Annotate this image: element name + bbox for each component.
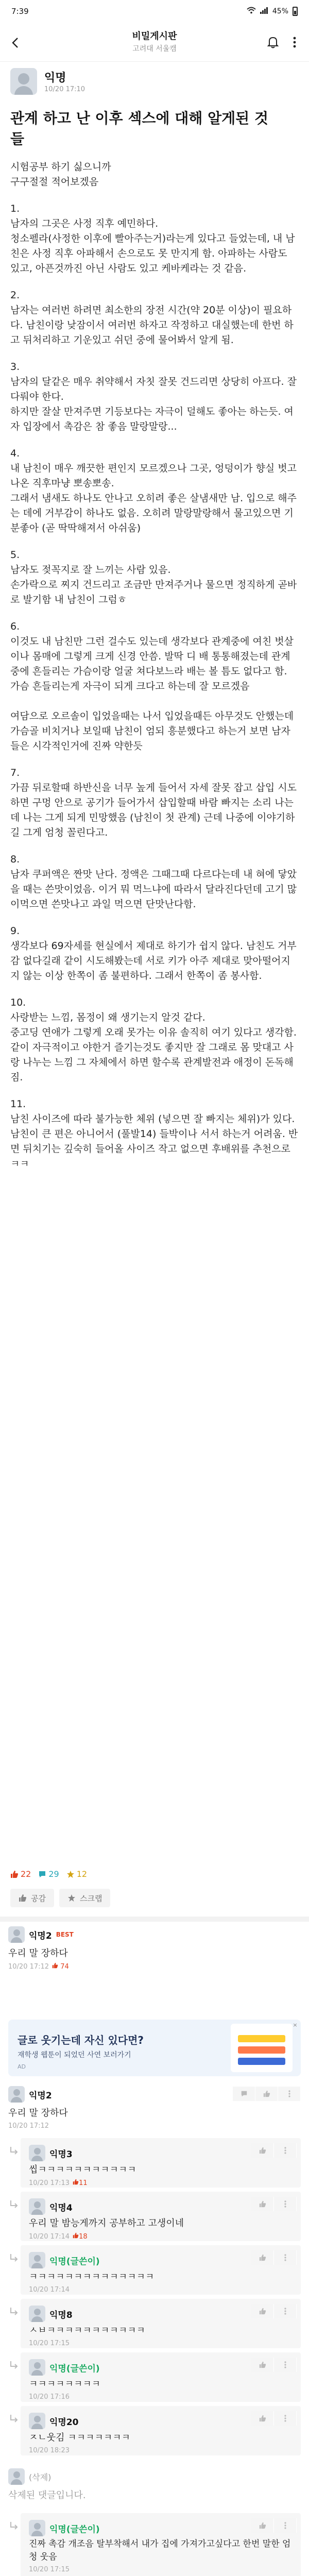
reply-arrow-icon	[9, 2307, 19, 2316]
paragraph-number: 7.	[10, 767, 20, 778]
comment-text: 우리 말 밤능게까지 공부하고 고생이네	[29, 2218, 184, 2229]
more-button[interactable]	[286, 34, 303, 50]
comment-text: ㅋㅋㅋㅋㅋㅋㅋㅋ	[29, 2379, 101, 2389]
comment-like-count: 18	[73, 2232, 88, 2241]
comment-like-button[interactable]	[251, 2358, 274, 2372]
comment-author: 익명3	[49, 2149, 73, 2160]
bell-icon	[267, 36, 279, 48]
more-vertical-icon	[284, 2200, 286, 2208]
comment-like-count: 11	[73, 2179, 88, 2187]
more-vertical-icon	[284, 2361, 286, 2368]
comment-more-button[interactable]	[274, 2197, 297, 2211]
star-icon	[67, 1894, 76, 1902]
reply-arrow-icon	[9, 2146, 19, 2156]
comment-text: 우리 말 장하다	[8, 2108, 68, 2119]
reply-item	[21, 2406, 301, 2455]
status-time: 7:39	[11, 7, 29, 16]
more-vertical-icon	[284, 2308, 286, 2315]
board-title: 비밀게시판	[132, 31, 177, 42]
thumbs-up-icon	[259, 2147, 266, 2154]
paragraph-number: 6.	[10, 621, 20, 632]
paragraph-text: 남친 사이즈에 따라 불가능한 체위 (넣으면 잘 빠지는 체위)가 있다. 남친이 큰 편은 아니어서 (풀발14) 들박이나 서서 하는거 어려움. 반면 뒤치기는 깊숙히 들어올 사이즈 작고 없으면 후배위를 추천으로 ㅋㅋ	[10, 1113, 298, 1170]
avatar	[29, 2145, 45, 2161]
paragraph-number: 8.	[10, 854, 20, 865]
thumbs-up-icon	[259, 2522, 266, 2529]
thumbs-up-icon	[10, 1870, 19, 1878]
reply-arrow-icon	[9, 2200, 19, 2209]
like-count: 22	[10, 1869, 31, 1879]
paragraph-text: 남자도 젖꼭지로 잘 느끼는 사람 있음. 손가락으로 찌지 건드리고 조금만 만져주거나 물으면 정직하게 곧바로 발기함 내 남친이 그럼ㅎ	[10, 564, 297, 605]
more-vertical-icon	[293, 37, 296, 48]
comment-icon	[241, 2090, 248, 2097]
more-vertical-icon	[284, 2147, 286, 2154]
reply-arrow-icon	[9, 2253, 19, 2263]
comment-text: ㅋㅋㅋㅋㅋㅋㅋㅋㅋㅋㅋㅋㅋㅋ	[29, 2272, 154, 2282]
avatar	[29, 2252, 45, 2268]
thumbs-up-icon	[259, 2254, 266, 2261]
battery-icon	[293, 7, 298, 16]
deleted-comment	[8, 2468, 301, 2502]
best-badge: BEST	[56, 1931, 74, 1938]
more-vertical-icon	[284, 2522, 286, 2529]
paragraph-text: 사랑받는 느낌, 몸정이 왜 생기는지 알것 같다. 중고딩 연애가 그렇게 오래 못가는 이유 솔직히 여기 있다고 생각함. 같이 자극적이고 야한거 즐기는것도 좋지만 잘 그래로 몸 맞대고 사랑 나누는 느낌 그 자체에서 하면 할수록 관계발전과 애정이 돈독해짐.	[10, 1012, 297, 1083]
reply-item	[21, 2138, 301, 2188]
comment-text: ㅅㅂㅋㅋㅋㅋㅋㅋㅋㅋㅋㅋㅋ	[29, 2325, 146, 2336]
more-vertical-icon	[288, 2090, 290, 2097]
post-title: 관계 하고 난 이후 섹스에 대해 알게된 것들	[10, 110, 269, 147]
comment-text: 우리 말 장하다	[8, 1948, 68, 1959]
top-header	[0, 23, 309, 62]
post-body	[10, 160, 299, 1183]
avatar	[29, 2520, 45, 2536]
comment-author: 익명(글쓴이)	[49, 2524, 100, 2535]
paragraph-number: 5.	[10, 549, 20, 561]
avatar	[8, 2086, 25, 2103]
paragraph-text: 생각보다 69자세를 현실에서 제대로 하기가 쉽지 않다. 남친도 거부감 없다길래 같이 시도해봤는데 서로 키가 아주 제대로 맞아떨어지지 않는 이상 한쪽이 좀 불편하다. 그래서 한쪽이 좀 봉사함.	[10, 940, 297, 981]
comment-more-button[interactable]	[274, 2358, 297, 2372]
star-icon	[66, 1870, 75, 1878]
comment-like-button[interactable]	[255, 2087, 278, 2101]
comment-time: 10/20 17:13	[29, 2179, 70, 2187]
comment-icon	[38, 1870, 46, 1878]
reply-arrow-icon	[9, 2361, 19, 2370]
paragraph-text: 남자 쿠퍼액은 짠맛 난다. 정액은 그때그때 다르다는데 내 혀에 닿았을 때는 쓴맛이었음. 이거 뭐 먹느냐에 따라서 달라진다던데 고기 많이먹으면 쓴맛나고 과일 먹으면 단맛난다함.	[10, 869, 297, 910]
reply-item	[21, 2299, 301, 2348]
comment-like-button[interactable]	[251, 2411, 274, 2426]
paragraph-text: 내 남친이 매우 깨끗한 편인지 모르겠으나 그곳, 엉덩이가 향실 벗고 나온 직후마냥 뽀송뽀송. 그래서 냄새도 하나도 안나고 오히려 좋은 살냄새만 남. 입으로 해주는 데에 거부감이 하나도 없음. 오히려 말랑말랑해서 물고있으면 기분좋아 (곧 딱딱해져서 아쉬움)	[10, 463, 297, 534]
comment-item	[8, 2086, 301, 2130]
more-vertical-icon	[284, 2254, 286, 2261]
comment-like-button[interactable]	[251, 2304, 274, 2318]
reply-button[interactable]	[233, 2087, 255, 2101]
ad-tag: AD	[18, 2063, 26, 2070]
paragraph-number: 9.	[10, 925, 20, 937]
comment-more-button[interactable]	[274, 2304, 297, 2318]
comment-author: 익명(글쓴이)	[49, 2363, 100, 2374]
comment-more-button[interactable]	[278, 2087, 301, 2101]
comment-like-button[interactable]	[251, 2197, 274, 2211]
post-intro: 시험공부 하기 싫으니까 구구절절 적어보겠음	[10, 161, 111, 188]
comment-author: 익명8	[49, 2310, 73, 2320]
comment-author: 익명2	[29, 2090, 52, 2101]
comment-time: 10/20 17:12	[8, 2122, 49, 2130]
reply-arrow-icon	[9, 2414, 19, 2424]
paragraph-number: 10.	[10, 997, 26, 1008]
comment-time: 10/20 17:14	[29, 2232, 70, 2241]
reply-item	[21, 2245, 301, 2295]
comment-time: 10/20 18:23	[29, 2447, 70, 2454]
scrap-button[interactable]: 스크랩	[59, 1889, 110, 1907]
thumbs-up-icon	[263, 2090, 270, 2097]
thumbs-up-icon	[52, 1962, 58, 1969]
paragraph-text: 가끔 뒤로할때 하반신을 너무 높게 들어서 자세 잘못 잡고 삽입 시도하면 구멍 안으로 공기가 들어가서 삽입할때 바람 빠지는 소리 나는데 나는 그게 되게 민망했음 (남친이 첫 관계) 근데 나중에 이야기하길 그게 엄청 꼴린다고.	[10, 782, 297, 838]
comment-author: 익명4	[49, 2202, 73, 2213]
scrap-count: 12	[66, 1869, 87, 1879]
paragraph-text: 남자의 달같은 매우 취약해서 자칫 잘못 건드리면 상당히 아프다. 잘 다뤄야 한다. 하지만 잘살 만져주면 기등보다는 자극이 덜해도 좋아는 하는듯. 여자 입장에서 촉감은 참 좋음 말랑말랑...	[10, 376, 297, 432]
reply-arrow-icon	[9, 2521, 19, 2531]
ad-title: 글로 웃기는데 자신 있다면?	[18, 2034, 144, 2046]
bell-button[interactable]	[265, 34, 281, 50]
comment-count: 29	[38, 1869, 59, 1879]
paragraph-text: 남자는 여러번 하려면 최소한의 장전 시간(약 20분 이상)이 필요하다. 남친이랑 낮잠이서 여러번 하자고 작정하고 대실했는데 한번 하고 뒤처리하고 기운있고 쉬던 중에 물어봐서 알게 됨.	[10, 304, 294, 346]
comment-more-button[interactable]	[274, 2518, 297, 2533]
paragraph-number: 1.	[10, 203, 20, 214]
comment-text: 진짜 촉감 개조음 탈부착해서 내가 집에 가져가고싶다고 한번 말한 엄청 웃음	[29, 2539, 291, 2562]
ad-illustration	[231, 2024, 293, 2072]
paragraph-text: 남자의 그곳은 사정 직후 예민하다. 청소펠라(사정한 이후에 빨아주는거)라는게 있다고 들었는데, 내 남친은 사정 직후 아파해서 손으로도 못 만지게 함. 아파하는 사람도 있고, 아픈것까진 아닌 사람도 있고 케바케라는 것 같음.	[10, 218, 295, 274]
comment-more-button[interactable]	[274, 2143, 297, 2158]
reply-item	[21, 2192, 301, 2241]
comment-time: 10/20 17:15	[29, 2340, 70, 2347]
thumbs-up-icon	[73, 2179, 79, 2185]
comment-like-button[interactable]	[251, 2250, 274, 2265]
ad-banner[interactable]	[8, 2020, 301, 2076]
paragraph-number: 3.	[10, 361, 20, 372]
thumbs-up-icon	[19, 1894, 27, 1902]
comment-author: 익명2	[29, 1930, 52, 1941]
avatar	[29, 2306, 45, 2322]
more-vertical-icon	[284, 2415, 286, 2422]
comment-author: 익명(글쓴이)	[49, 2256, 100, 2267]
paragraph-number: 2.	[10, 290, 20, 301]
avatar	[8, 1926, 25, 1943]
comment-time: 10/20 17:16	[29, 2393, 70, 2401]
status-bar	[0, 0, 309, 23]
thumbs-up-icon	[73, 2232, 79, 2239]
status-icons	[247, 7, 298, 16]
comment-item	[8, 1926, 301, 1971]
reply-item	[21, 2352, 301, 2402]
comment-author: (삭제)	[29, 2472, 52, 2482]
avatar	[29, 2413, 45, 2429]
close-icon[interactable]: ×	[293, 2022, 298, 2028]
section-divider	[0, 1917, 309, 1922]
signal-icon	[260, 7, 268, 16]
thumbs-up-icon	[259, 2200, 266, 2208]
paragraph-text: 이것도 내 남친만 그런 걸수도 있는데 생각보다 관계중에 여친 벗살이나 몸매에 그렇게 크게 신경 안씀. 발딱 디 배 통통해졌는데 관계중에 흔들리는 가슴이랑 얼굴 쳐다보느라 배는 볼 틈도 없다고 함. 가슴 흔들리는게 자극이 되게 크다고 하는데 잘 모르겠음 여담으로 오르솔이 입었을때는 나서 입었을때든 아무것도 안했는데 가슴골 비치거나 보일때 남친이 엄되 흥분했다고 하는거 보면 남자들은 시각적인거에 진짜 약한듯	[10, 636, 294, 752]
avatar	[29, 2359, 45, 2376]
board-subtitle: 고려대 서울캠	[132, 45, 177, 53]
post-author: 익명	[44, 72, 66, 84]
thumbs-up-icon	[259, 2361, 266, 2368]
post-stats	[10, 1869, 87, 1879]
comment-like-count: 74	[52, 1962, 69, 1971]
comment-author: 익명20	[49, 2417, 79, 2428]
paragraph-number: 11.	[10, 1098, 26, 1110]
avatar	[8, 2468, 25, 2485]
battery-percent: 45%	[272, 7, 288, 15]
reply-item	[21, 2513, 301, 2576]
wifi-icon	[247, 7, 256, 16]
thumbs-up-icon	[259, 2415, 266, 2422]
post-time: 10/20 17:10	[44, 86, 85, 93]
thumbs-up-icon	[259, 2308, 266, 2315]
comment-time: 10/20 17:12	[8, 1962, 49, 1971]
ad-subtitle: 재학생 웹툰이 되었던 사연 보러가기	[18, 2051, 131, 2059]
comment-text: ㅈㄴ웃김 ㅋㅋㅋㅋㅋㅋㅋ	[29, 2432, 130, 2443]
comment-like-button[interactable]	[251, 2143, 274, 2158]
comment-more-button[interactable]	[274, 2411, 297, 2426]
like-button[interactable]: 공감	[10, 1889, 54, 1907]
avatar	[10, 68, 37, 95]
comment-text: 삭제된 댓글입니다.	[8, 2490, 86, 2501]
paragraph-number: 4.	[10, 448, 20, 459]
comment-time: 10/20 17:15	[29, 2566, 70, 2573]
comment-like-button[interactable]	[251, 2518, 274, 2533]
comment-more-button[interactable]	[274, 2250, 297, 2265]
comment-time: 10/20 17:14	[29, 2286, 70, 2294]
comment-text: 씹ㅋㅋㅋㅋㅋㅋㅋㅋㅋㅋㅋ	[29, 2164, 136, 2175]
avatar	[29, 2198, 45, 2215]
